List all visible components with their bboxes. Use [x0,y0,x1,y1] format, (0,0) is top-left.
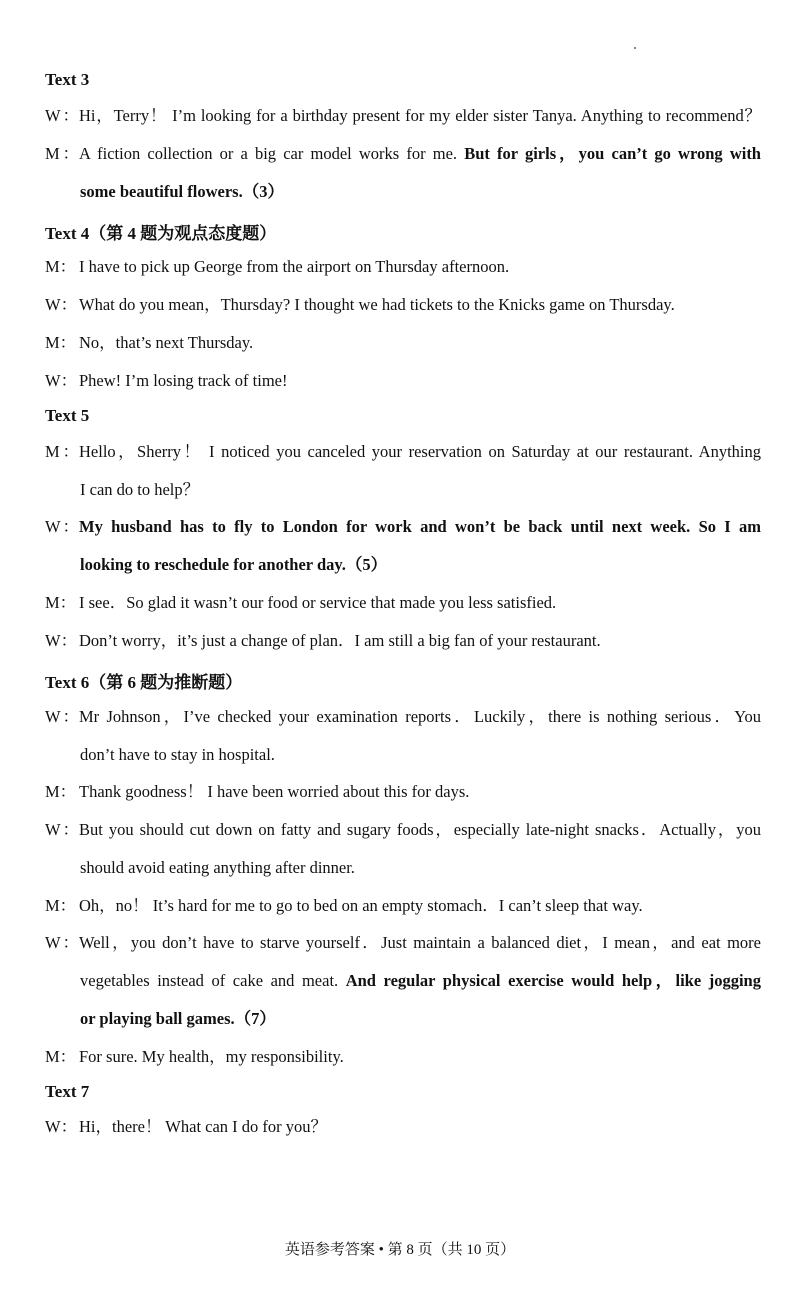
dialogue-text: Hi，Terry！ I’m looking for a birthday present for my elder sister Tanya. Anything to recommend？ [79,106,761,125]
heading-label: Text 4 [45,224,90,243]
speaker-label: W： [45,933,79,952]
t5-line-1-cont [80,480,761,500]
dialogue-text: I have to pick up George from the airport on Thursday afternoon. [79,257,510,276]
answer-highlight: And regular physical exercise would help，like jogging [345,971,761,990]
heading-text7: Text 7 [45,1082,90,1101]
heading-text4 [45,219,276,244]
t5-line-2 [45,517,761,537]
dialogue-text: For sure. My health，my responsibility. [79,1047,344,1066]
speaker-label: W： [45,631,78,650]
t5-line-3 [45,593,761,613]
dialogue-text: Don’t worry，it’s just a change of plan．I am still a big fan of your restaurant. [79,631,601,650]
t4-line-2 [45,295,761,315]
answer-highlight: But for girls，you can’t go wrong with [464,144,761,163]
speaker-label: W： [45,295,78,314]
speaker-label: M： [45,257,77,276]
heading-label: Text 6 [45,673,90,692]
t5-line-4 [45,631,761,651]
dialogue-text: No，that’s next Thursday. [79,333,254,352]
t6-line-3-cont [80,858,761,878]
t6-line-3 [45,820,761,840]
page-footer: 英语参考答案 • 第 8 页（共 10 页） [284,1242,516,1258]
t6-line-6 [45,1047,761,1067]
speaker-label: M： [45,333,77,352]
answer-highlight: looking to reschedule for another day.（5） [80,555,388,574]
t3-line-1 [45,106,761,126]
heading-text6 [45,668,242,693]
dialogue-text: A fiction collection or a big car model works for me. [79,144,465,163]
speaker-label: M： [45,782,77,801]
answer-highlight: some beautiful flowers.（3） [80,182,284,201]
heading-text5: Text 5 [45,406,90,425]
dialogue-text: Phew! I’m losing track of time! [79,371,288,390]
scan-dot [634,47,636,49]
dialogue-text: Well，you don’t have to starve yourself．Just maintain a balanced diet，I mean，and eat more [79,933,761,952]
t4-line-3 [45,333,761,353]
dialogue-text: I can do to help？ [80,480,200,499]
t4-line-1 [45,257,761,277]
speaker-label: M： [45,593,77,612]
dialogue-text: vegetables instead of cake and meat. [80,971,346,990]
t6-line-4 [45,896,761,916]
t6-line-1 [45,707,761,727]
dialogue-text: don’t have to stay in hospital. [80,745,275,764]
dialogue-text: Hi，there！ What can I do for you？ [79,1117,328,1136]
speaker-label: M： [45,1047,77,1066]
t6-line-5-cont2 [80,1009,761,1029]
answer-highlight: or playing ball games.（7） [80,1009,276,1028]
dialogue-text: Oh，no！ It’s hard for me to go to bed on an empty stomach．I can’t sleep that way. [79,896,643,915]
dialogue-text: Thank goodness！ I have been worried about this for days. [79,782,470,801]
t3-line-2 [45,144,761,164]
t6-line-5 [45,933,761,953]
heading-note: （第 6 题为推断题） [89,673,243,692]
speaker-label: W： [45,106,79,125]
heading-text3: Text 3 [45,70,90,89]
dialogue-text: Mr Johnson，I’ve checked your examination reports．Luckily，there is nothing serious．You [79,707,761,726]
speaker-label: W： [45,820,79,839]
t4-line-4 [45,371,761,391]
t5-line-2-cont [80,555,761,575]
t7-line-1 [45,1117,761,1137]
speaker-label: M： [45,896,77,915]
speaker-label: W： [45,1117,78,1136]
t6-line-2 [45,782,761,802]
t6-line-1-cont [80,745,761,765]
t6-line-5-cont [80,971,761,991]
speaker-label: M： [45,442,79,461]
dialogue-text: But you should cut down on fatty and sugary foods，especially late-night snacks．Actually，you [79,820,761,839]
dialogue-text: Hello，Sherry！ I noticed you canceled your reservation on Saturday at our restaurant. Anything [79,442,761,461]
t5-line-1 [45,442,761,462]
speaker-label: W： [45,371,78,390]
speaker-label: W： [45,517,79,536]
speaker-label: M： [45,144,79,163]
heading-note: （第 4 题为观点态度题） [89,224,277,243]
answer-highlight: My husband has to fly to London for work and won’t be back until next week. So I am [79,517,761,536]
dialogue-text: I see．So glad it wasn’t our food or service that made you less satisfied. [79,593,557,612]
speaker-label: W： [45,707,79,726]
dialogue-text: should avoid eating anything after dinner. [80,858,355,877]
t3-line-2-cont [80,182,761,202]
dialogue-text: What do you mean，Thursday? I thought we had tickets to the Knicks game on Thursday. [79,295,675,314]
